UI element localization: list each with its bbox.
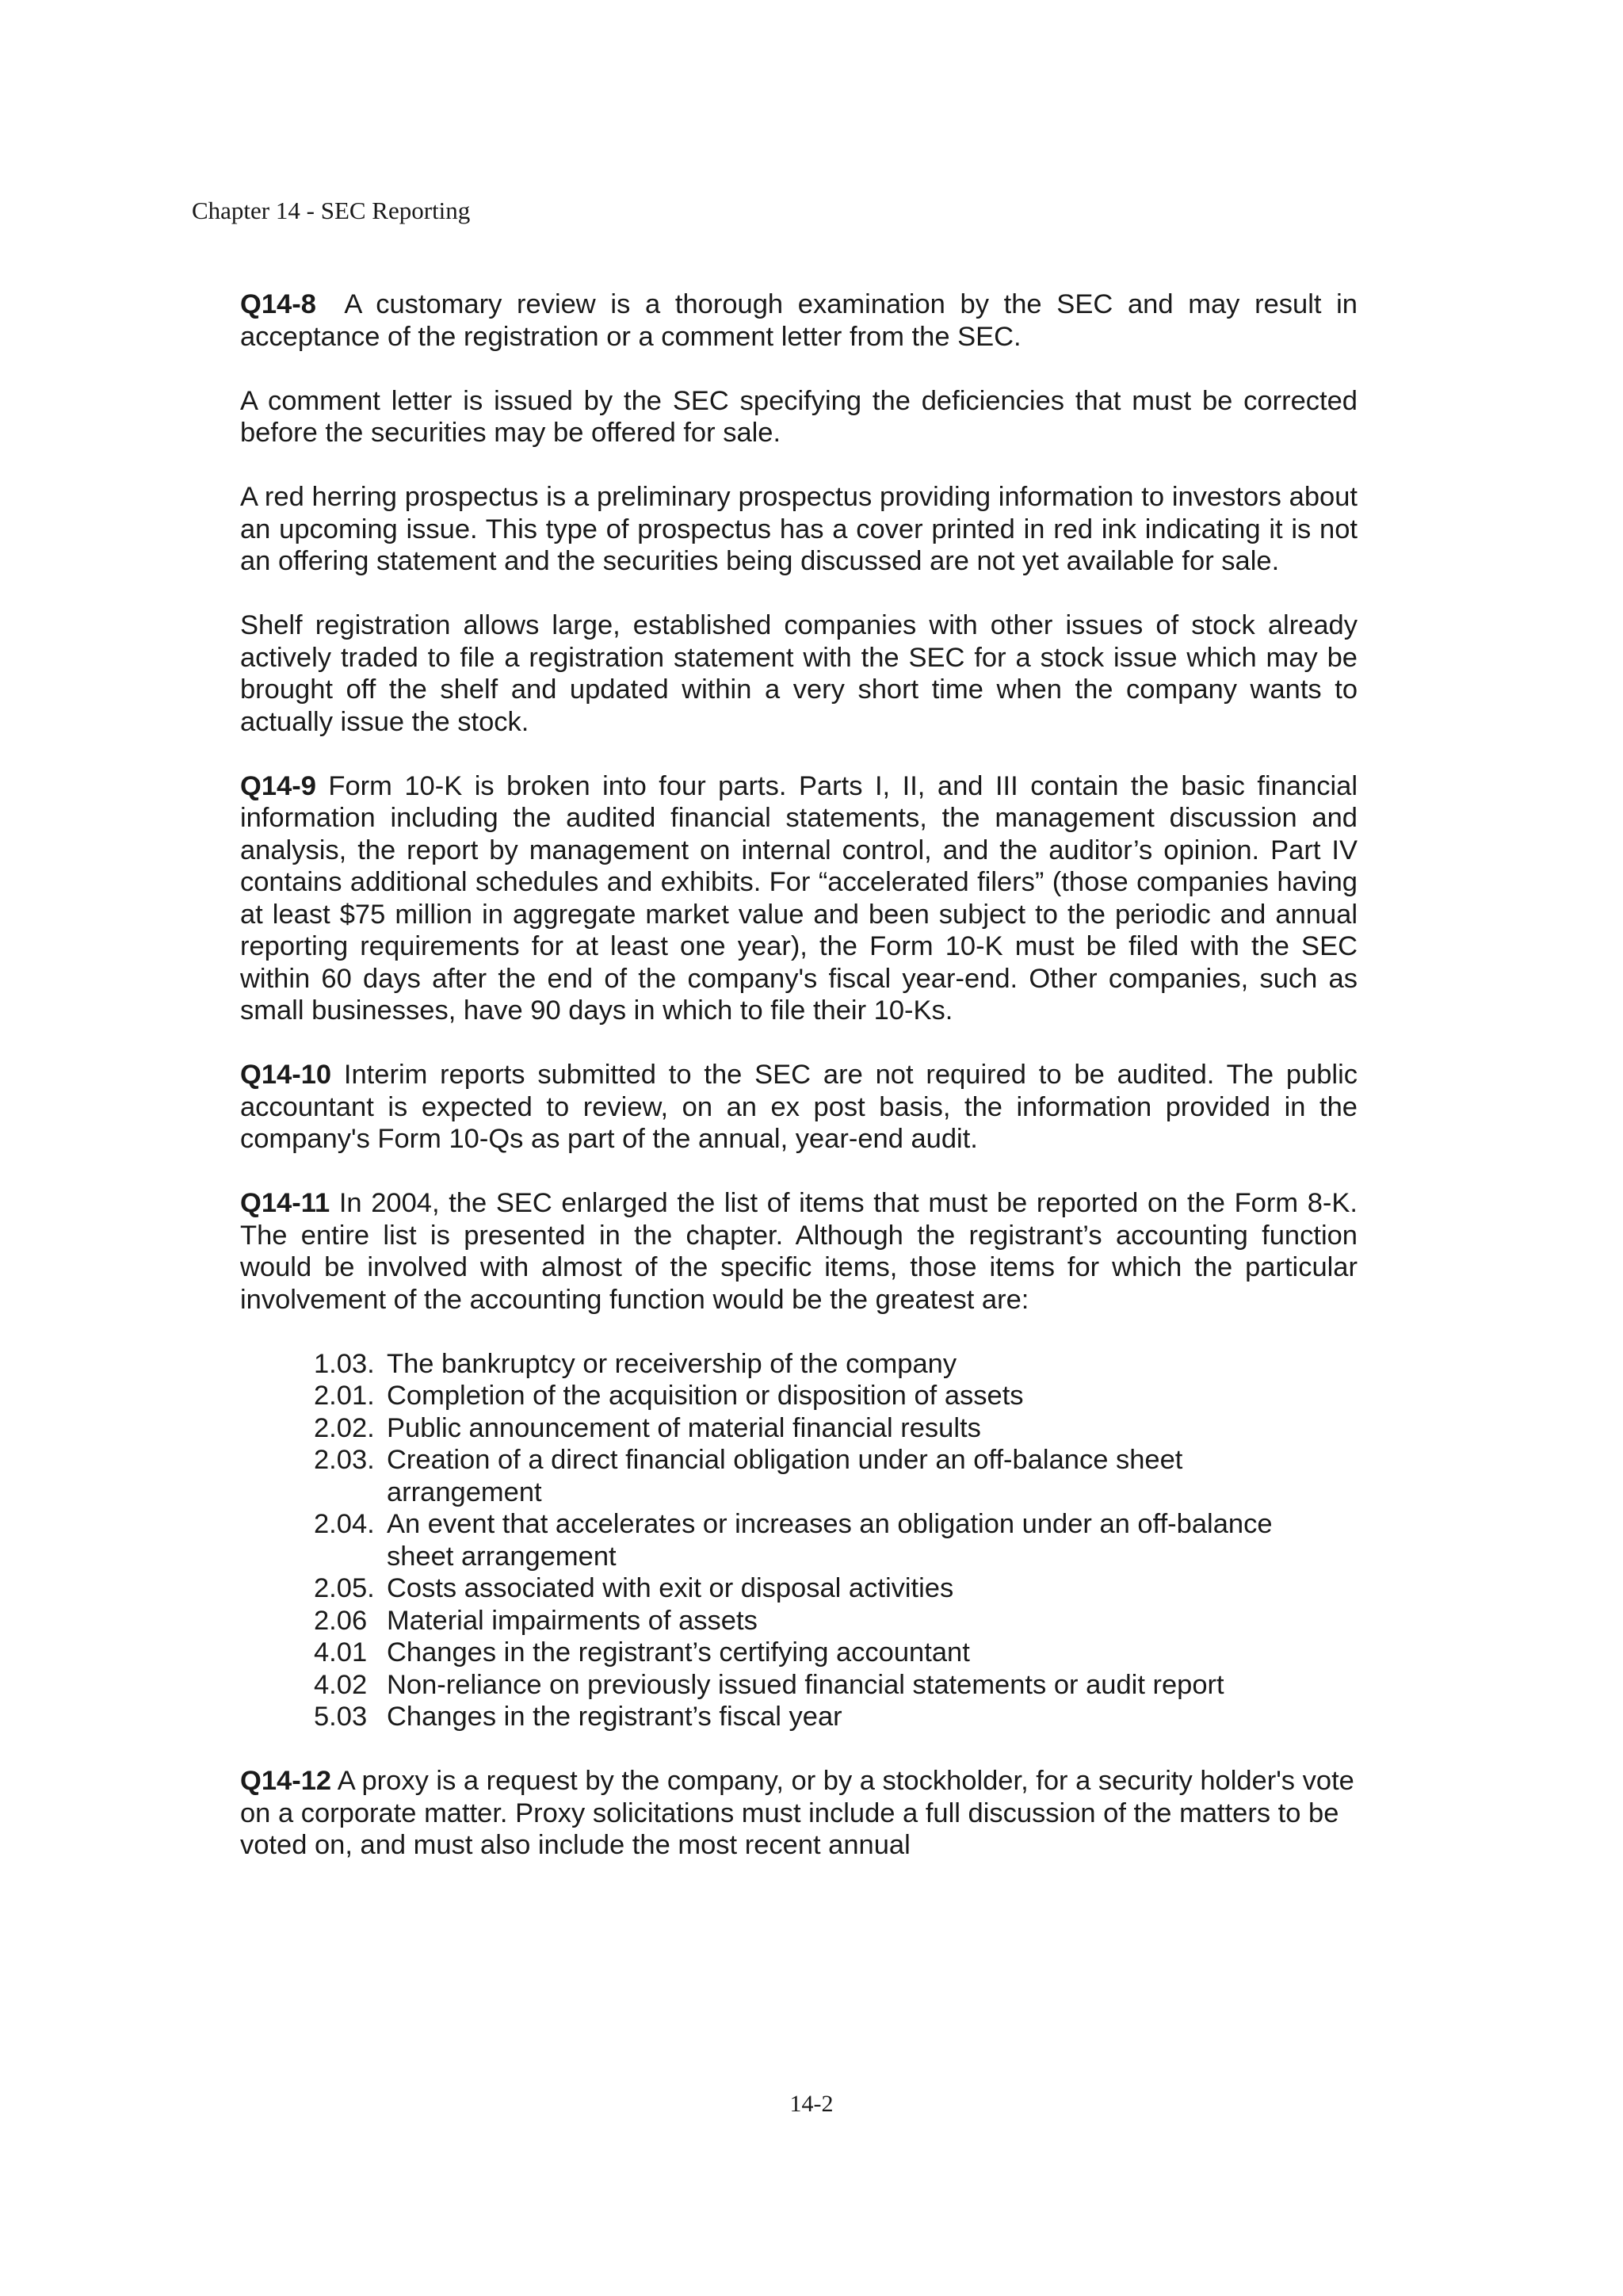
item-number: 5.03	[314, 1702, 368, 1732]
q14-11-text: In 2004, the SEC enlarged the list of items that must be reported on the Form 8-K. The entire list is presented in the chapter. Although the registrant’s accounting function would be involved with almost of the specific items, those items for which the particular involvement of the accounting function would be the greatest are:	[240, 1188, 1358, 1315]
item-text: Completion of the acquisition or disposition of assets	[387, 1381, 1024, 1411]
red-herring-paragraph: A red herring prospectus is a preliminary prospectus providing information to investors about an upcoming issue. This type of prospectus has a cover printed in red ink indicating it is not an offering statement and the securities being discussed are not yet available for sale.	[240, 482, 1358, 576]
item-text: Non-reliance on previously issued financial statements or audit report	[387, 1669, 1224, 1700]
item-text: Public announcement of material financial results	[387, 1412, 981, 1443]
list-item	[240, 1412, 1358, 1445]
item-number: 1.03.	[314, 1348, 375, 1379]
item-text: Costs associated with exit or disposal activities	[387, 1573, 954, 1603]
item-text: Changes in the registrant’s certifying accountant	[387, 1637, 970, 1668]
question-number: Q14-10	[240, 1060, 332, 1090]
question-number: Q14-9	[240, 770, 316, 801]
page-body	[240, 288, 1358, 1862]
running-header: Chapter 14 - SEC Reporting	[192, 197, 471, 224]
list-item	[240, 1637, 1358, 1669]
item-number: 2.01.	[314, 1381, 375, 1411]
list-item	[240, 1669, 1358, 1702]
q14-12-text: A proxy is a request by the company, or by a stockholder, for a security holder's vote on a corporate matter. Proxy solicitations must include a full discussion of the matters to be voted on, and must also include the most recent annual	[240, 1766, 1354, 1860]
q14-10-paragraph	[240, 1059, 1358, 1156]
q14-8-paragraph	[240, 288, 1358, 353]
item-text: An event that accelerates or increases an obligation under an off-balance	[387, 1509, 1273, 1539]
item-text-continued: sheet arrangement	[387, 1541, 617, 1572]
q14-12-paragraph	[240, 1765, 1358, 1862]
comment-letter-paragraph: A comment letter is issued by the SEC specifying the deficiencies that must be corrected before the securities may be offered for sale.	[240, 385, 1358, 448]
item-number: 2.03.	[314, 1445, 375, 1475]
item-text: Changes in the registrant’s fiscal year	[387, 1702, 842, 1732]
question-number: Q14-12	[240, 1766, 332, 1796]
item-text: Material impairments of assets	[387, 1605, 758, 1636]
q14-9-paragraph	[240, 770, 1358, 1027]
item-text: Creation of a direct financial obligation under an off-balance sheet	[387, 1445, 1183, 1475]
list-item	[240, 1444, 1358, 1508]
item-number: 2.04.	[314, 1509, 375, 1539]
list-item	[240, 1701, 1358, 1733]
q14-11-paragraph	[240, 1187, 1358, 1316]
list-item	[240, 1572, 1358, 1605]
item-number: 2.02.	[314, 1412, 375, 1443]
item-number: 4.02	[314, 1669, 368, 1700]
shelf-registration-paragraph: Shelf registration allows large, established companies with other issues of stock already actively traded to file a registration statement with the SEC for a stock issue which may be brought off the shelf and updated within a very short time when the company wants to actually issue the stock.	[240, 610, 1358, 737]
item-number: 2.06	[314, 1605, 368, 1636]
q14-8-text: A customary review is a thorough examination by the SEC and may result in acceptance of the registration or a comment letter from the SEC.	[240, 289, 1358, 352]
page-number: 14-2	[789, 2091, 834, 2117]
list-item	[240, 1508, 1358, 1572]
list-item	[240, 1605, 1358, 1637]
item-text-continued: arrangement	[387, 1477, 542, 1507]
question-number: Q14-8	[240, 289, 316, 319]
list-item	[240, 1380, 1358, 1412]
q14-9-text: Form 10-K is broken into four parts. Parts I, II, and III contain the basic financial information including the audited financial statements, the management discussion and analysis, the report by management on internal control, and the auditor’s opinion. Part IV contains additional schedules and exhibits. For “accelerated filers” (those companies having at least $75 million in aggregate market value and been subject to the periodic and annual reporting requirements for at least one year), the Form 10-K must be filed with the SEC within 60 days after the end of the company's fiscal year-end. Other companies, such as small businesses, have 90 days in which to file their 10-Ks.	[240, 770, 1358, 1026]
question-number: Q14-11	[240, 1188, 330, 1218]
form-8k-items-list	[240, 1348, 1358, 1733]
item-text: The bankruptcy or receivership of the company	[387, 1348, 957, 1379]
item-number: 4.01	[314, 1637, 368, 1668]
list-item	[240, 1348, 1358, 1381]
q14-10-text: Interim reports submitted to the SEC are not required to be audited. The public accountant is expected to review, on an ex post basis, the information provided in the company's Form 10-Qs as part of the annual, year-end audit.	[240, 1060, 1358, 1154]
item-number: 2.05.	[314, 1573, 375, 1603]
